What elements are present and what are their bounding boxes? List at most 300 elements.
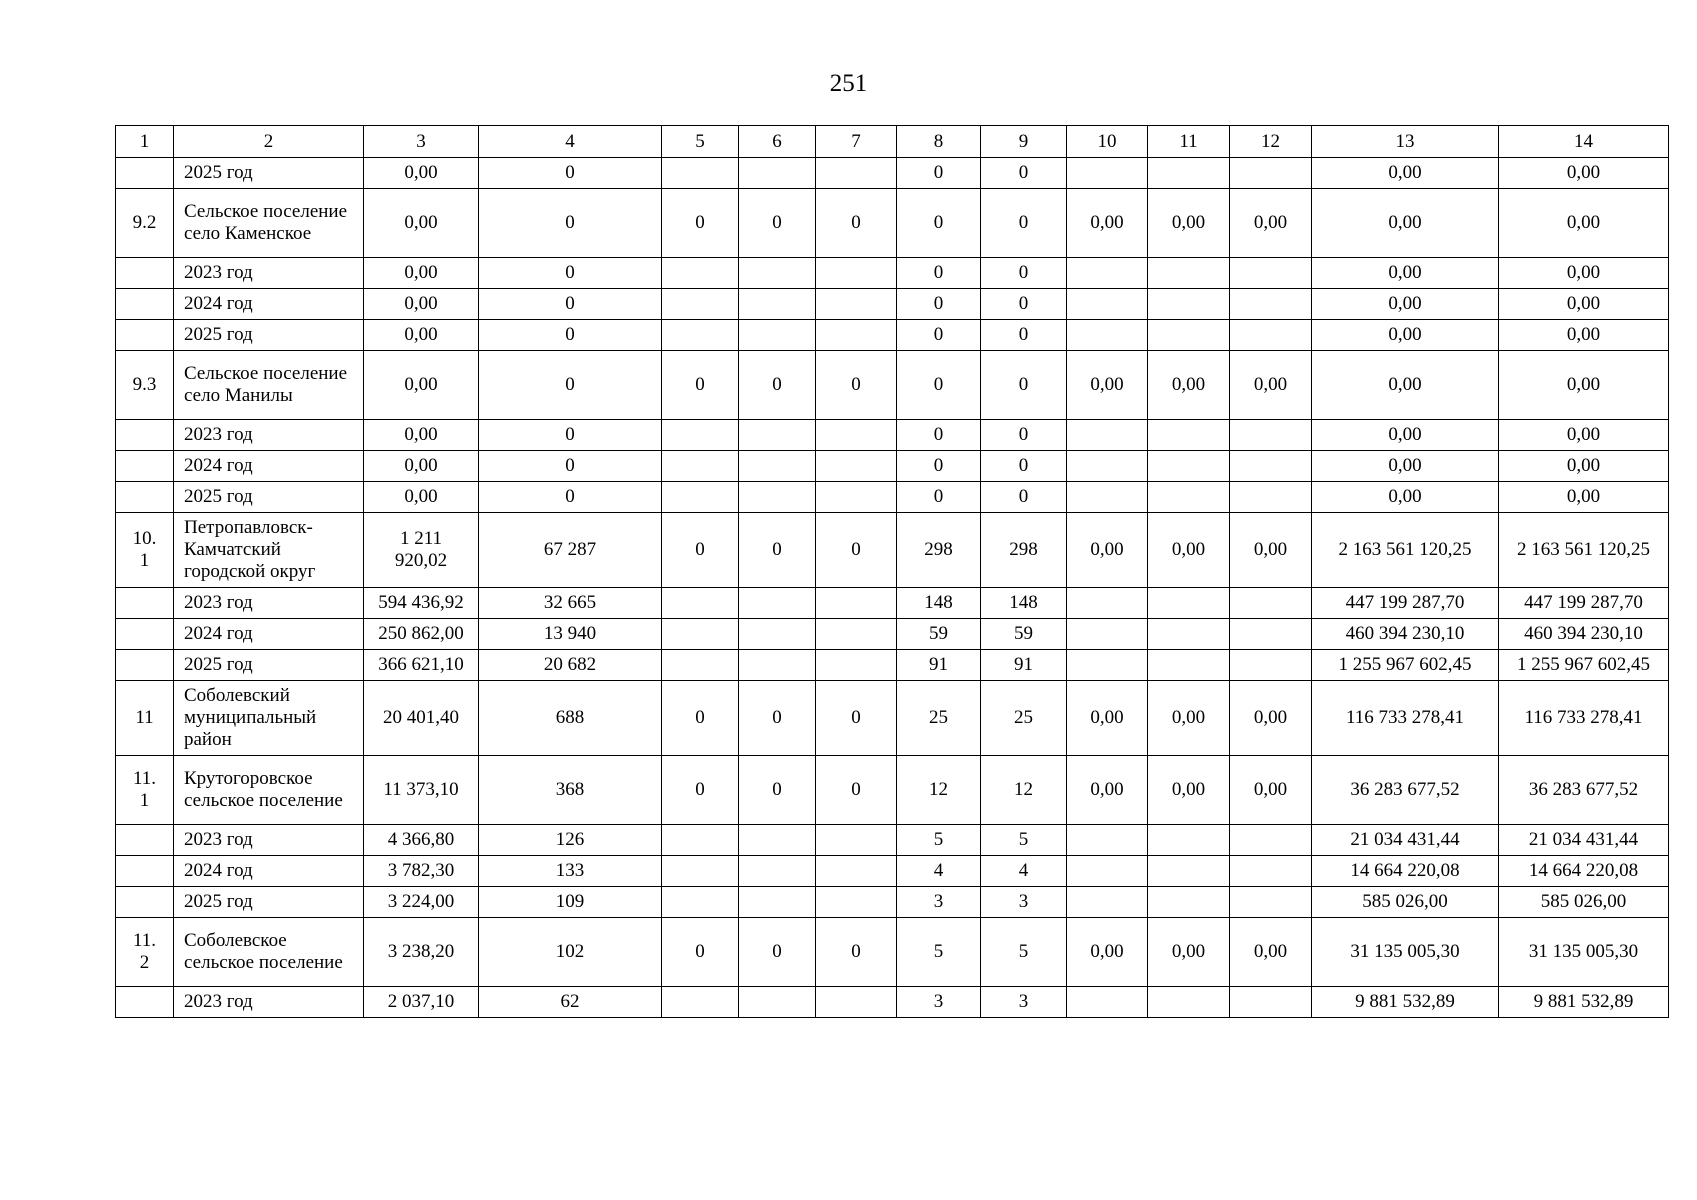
table-cell: 0	[897, 451, 981, 482]
table-cell: 12	[897, 756, 981, 825]
table-cell: 0	[981, 351, 1067, 420]
table-cell: 0	[479, 482, 662, 513]
table-cell: 9 881 532,89	[1499, 987, 1669, 1018]
table-cell: 0	[897, 351, 981, 420]
table-cell: 0,00	[364, 158, 479, 189]
table-cell: 0	[662, 189, 739, 258]
table-cell	[739, 320, 816, 351]
table-cell: 0,00	[1067, 351, 1148, 420]
row-name-cell: 2023 год	[174, 420, 364, 451]
table-cell	[662, 987, 739, 1018]
table-cell	[1148, 650, 1230, 681]
table-row	[116, 756, 1669, 825]
table-cell: 13 940	[479, 619, 662, 650]
table-cell: 0,00	[364, 451, 479, 482]
table-cell: 0	[981, 420, 1067, 451]
table-cell	[1067, 987, 1148, 1018]
table-cell	[1067, 619, 1148, 650]
table-cell: 0	[897, 420, 981, 451]
column-header-9: 9	[981, 126, 1067, 158]
table-cell: 3	[897, 887, 981, 918]
row-number-cell	[116, 588, 174, 619]
table-cell	[816, 158, 897, 189]
table-cell: 0	[739, 351, 816, 420]
table-cell: 0,00	[1499, 158, 1669, 189]
table-cell	[739, 856, 816, 887]
table-cell: 5	[897, 918, 981, 987]
table-cell: 3 238,20	[364, 918, 479, 987]
table-cell: 3 782,30	[364, 856, 479, 887]
table-cell: 0,00	[1312, 320, 1499, 351]
table-cell: 36 283 677,52	[1312, 756, 1499, 825]
table-cell	[1148, 158, 1230, 189]
table-cell: 0	[479, 351, 662, 420]
table-cell: 67 287	[479, 513, 662, 588]
row-name-cell: 2023 год	[174, 987, 364, 1018]
table-cell: 0	[816, 513, 897, 588]
column-header-1: 1	[116, 126, 174, 158]
table-cell	[1230, 158, 1312, 189]
page-number: 251	[829, 70, 868, 97]
table-cell	[816, 887, 897, 918]
table-cell	[816, 420, 897, 451]
table-cell	[662, 588, 739, 619]
table-cell: 0,00	[1230, 681, 1312, 756]
table-cell: 0	[479, 420, 662, 451]
table-cell: 0,00	[364, 189, 479, 258]
table-cell	[739, 619, 816, 650]
table-cell	[662, 619, 739, 650]
table-cell: 5	[981, 825, 1067, 856]
table-row	[116, 451, 1669, 482]
table-cell: 0,00	[364, 320, 479, 351]
table-cell: 21 034 431,44	[1499, 825, 1669, 856]
table-cell: 0,00	[364, 289, 479, 320]
table-cell: 0	[479, 289, 662, 320]
table-cell: 3 224,00	[364, 887, 479, 918]
table-cell: 0,00	[1148, 681, 1230, 756]
table-cell: 0	[479, 189, 662, 258]
table-cell	[816, 451, 897, 482]
table-cell	[1230, 451, 1312, 482]
row-name-cell: Крутогоровское сельское поселение	[174, 756, 364, 825]
table-cell: 14 664 220,08	[1499, 856, 1669, 887]
table-row	[116, 158, 1669, 189]
table-cell: 0	[739, 756, 816, 825]
table-row	[116, 825, 1669, 856]
table-cell	[816, 856, 897, 887]
table-cell: 59	[897, 619, 981, 650]
column-header-13: 13	[1312, 126, 1499, 158]
column-header-11: 11	[1148, 126, 1230, 158]
table-cell: 31 135 005,30	[1499, 918, 1669, 987]
table-row	[116, 918, 1669, 987]
row-name-cell: Петропавловск-Камчатский городской округ	[174, 513, 364, 588]
table-cell: 0,00	[1148, 513, 1230, 588]
row-number-cell	[116, 258, 174, 289]
table-cell	[662, 451, 739, 482]
table-cell	[1067, 258, 1148, 289]
table-cell	[1148, 887, 1230, 918]
table-cell: 9 881 532,89	[1312, 987, 1499, 1018]
table-cell: 0	[897, 320, 981, 351]
table-cell: 2 163 561 120,25	[1312, 513, 1499, 588]
table-cell	[816, 289, 897, 320]
table-cell: 21 034 431,44	[1312, 825, 1499, 856]
table-cell	[1148, 451, 1230, 482]
table-cell: 2 037,10	[364, 987, 479, 1018]
row-name-cell: 2024 год	[174, 619, 364, 650]
table-cell: 0	[816, 918, 897, 987]
table-cell	[816, 650, 897, 681]
table-cell: 0,00	[1499, 482, 1669, 513]
table-cell: 0	[981, 258, 1067, 289]
table-cell: 0	[662, 513, 739, 588]
table-cell: 0	[816, 351, 897, 420]
table-cell	[739, 887, 816, 918]
row-name-cell: 2023 год	[174, 258, 364, 289]
table-cell: 688	[479, 681, 662, 756]
table-cell: 3	[981, 887, 1067, 918]
table-cell: 368	[479, 756, 662, 825]
table-cell	[1067, 320, 1148, 351]
row-name-cell: 2025 год	[174, 650, 364, 681]
table-cell	[816, 825, 897, 856]
table-cell: 0,00	[1148, 918, 1230, 987]
table-cell: 0,00	[1067, 756, 1148, 825]
table-cell	[1230, 825, 1312, 856]
table-cell: 0,00	[1312, 451, 1499, 482]
table-cell: 0	[739, 513, 816, 588]
row-name-cell: 2024 год	[174, 289, 364, 320]
table-cell: 25	[981, 681, 1067, 756]
row-number-cell	[116, 158, 174, 189]
table-cell	[1148, 482, 1230, 513]
table-cell	[662, 825, 739, 856]
table-cell: 148	[897, 588, 981, 619]
table-row	[116, 619, 1669, 650]
table-cell	[1230, 887, 1312, 918]
table-cell	[739, 258, 816, 289]
table-cell	[1067, 451, 1148, 482]
column-header-14: 14	[1499, 126, 1669, 158]
table-cell	[739, 158, 816, 189]
table-cell	[1148, 320, 1230, 351]
row-number-cell	[116, 619, 174, 650]
table-cell: 2 163 561 120,25	[1499, 513, 1669, 588]
table-cell	[1148, 588, 1230, 619]
table-cell: 0,00	[1067, 189, 1148, 258]
table-cell: 0	[897, 482, 981, 513]
table-cell: 3	[897, 987, 981, 1018]
table-cell: 0	[897, 289, 981, 320]
row-name-cell: Соболевское сельское поселение	[174, 918, 364, 987]
table-cell: 0,00	[1499, 189, 1669, 258]
row-name-cell: 2025 год	[174, 887, 364, 918]
table-cell: 0,00	[1230, 351, 1312, 420]
table-cell: 0	[739, 189, 816, 258]
table-cell: 12	[981, 756, 1067, 825]
table-row	[116, 887, 1669, 918]
row-name-cell: 2024 год	[174, 856, 364, 887]
table-cell	[739, 987, 816, 1018]
row-number-cell	[116, 887, 174, 918]
row-name-cell: Сельское поселение село Манилы	[174, 351, 364, 420]
table-row	[116, 189, 1669, 258]
table-cell	[662, 289, 739, 320]
table-cell	[1148, 258, 1230, 289]
table-cell: 1 211 920,02	[364, 513, 479, 588]
table-cell: 0	[662, 756, 739, 825]
table-cell	[1148, 987, 1230, 1018]
row-name-cell: 2025 год	[174, 320, 364, 351]
table-cell	[816, 588, 897, 619]
table-cell: 0,00	[1499, 289, 1669, 320]
table-cell: 0,00	[1499, 420, 1669, 451]
column-header-2: 2	[174, 126, 364, 158]
row-number-cell: 10. 1	[116, 513, 174, 588]
table-cell: 4	[981, 856, 1067, 887]
table-cell	[1230, 258, 1312, 289]
table-cell: 126	[479, 825, 662, 856]
table-cell: 0,00	[1067, 918, 1148, 987]
table-cell: 0	[897, 158, 981, 189]
table-cell: 460 394 230,10	[1499, 619, 1669, 650]
row-number-cell: 9.2	[116, 189, 174, 258]
table-cell	[1230, 650, 1312, 681]
table-cell	[739, 650, 816, 681]
table-cell: 0,00	[1312, 189, 1499, 258]
table-cell: 0	[981, 482, 1067, 513]
row-number-cell	[116, 289, 174, 320]
header-row	[116, 126, 1669, 158]
table-cell: 0,00	[364, 258, 479, 289]
table-cell: 0	[981, 289, 1067, 320]
table-cell: 0	[739, 918, 816, 987]
table-row	[116, 513, 1669, 588]
table-cell: 109	[479, 887, 662, 918]
table-cell: 0,00	[1312, 482, 1499, 513]
table-cell: 5	[981, 918, 1067, 987]
table-row	[116, 681, 1669, 756]
table-cell	[662, 856, 739, 887]
table-cell: 0,00	[1067, 513, 1148, 588]
table-cell	[1148, 856, 1230, 887]
table-cell: 4	[897, 856, 981, 887]
column-header-8: 8	[897, 126, 981, 158]
row-number-cell	[116, 320, 174, 351]
table-cell: 0,00	[1230, 918, 1312, 987]
table-cell	[1230, 588, 1312, 619]
row-name-cell: 2024 год	[174, 451, 364, 482]
table-cell	[739, 588, 816, 619]
row-name-cell: 2023 год	[174, 825, 364, 856]
table-cell: 0	[897, 258, 981, 289]
table-cell	[739, 825, 816, 856]
row-number-cell: 11	[116, 681, 174, 756]
row-name-cell: 2023 год	[174, 588, 364, 619]
table-cell: 0	[897, 189, 981, 258]
table-row	[116, 482, 1669, 513]
table-cell: 594 436,92	[364, 588, 479, 619]
row-number-cell	[116, 420, 174, 451]
table-cell	[1230, 482, 1312, 513]
table-cell: 0	[479, 320, 662, 351]
table-cell	[739, 420, 816, 451]
table-cell	[1148, 825, 1230, 856]
table-cell: 0	[739, 681, 816, 756]
table-cell: 0,00	[1312, 258, 1499, 289]
table-cell: 102	[479, 918, 662, 987]
table-cell	[1067, 825, 1148, 856]
table-cell: 298	[981, 513, 1067, 588]
table-cell: 20 401,40	[364, 681, 479, 756]
table-row	[116, 987, 1669, 1018]
table-cell	[1148, 420, 1230, 451]
table-cell	[739, 482, 816, 513]
row-number-cell: 11. 2	[116, 918, 174, 987]
table-cell: 0,00	[1230, 189, 1312, 258]
table-cell: 366 621,10	[364, 650, 479, 681]
table-cell	[1067, 289, 1148, 320]
row-number-cell	[116, 650, 174, 681]
table-cell: 460 394 230,10	[1312, 619, 1499, 650]
table-cell: 0,00	[1230, 513, 1312, 588]
table-row	[116, 588, 1669, 619]
table-cell: 0,00	[1148, 351, 1230, 420]
column-header-5: 5	[662, 126, 739, 158]
table-cell	[662, 420, 739, 451]
table-cell: 447 199 287,70	[1312, 588, 1499, 619]
table-cell: 0,00	[1312, 420, 1499, 451]
table-cell: 25	[897, 681, 981, 756]
row-number-cell	[116, 987, 174, 1018]
table-cell	[662, 482, 739, 513]
row-number-cell	[116, 825, 174, 856]
table-cell: 14 664 220,08	[1312, 856, 1499, 887]
table-cell	[1230, 420, 1312, 451]
table-cell	[1067, 887, 1148, 918]
table-cell: 0,00	[1499, 258, 1669, 289]
table-cell	[739, 289, 816, 320]
table-cell: 31 135 005,30	[1312, 918, 1499, 987]
table-row	[116, 856, 1669, 887]
table-cell: 0,00	[364, 420, 479, 451]
table-cell: 5	[897, 825, 981, 856]
table-cell: 0,00	[1499, 320, 1669, 351]
table-cell: 0	[981, 158, 1067, 189]
table-cell: 59	[981, 619, 1067, 650]
table-cell: 0	[662, 918, 739, 987]
column-header-7: 7	[816, 126, 897, 158]
table-cell	[1067, 650, 1148, 681]
table-cell: 0	[981, 451, 1067, 482]
table-cell: 1 255 967 602,45	[1499, 650, 1669, 681]
table-cell: 0	[816, 189, 897, 258]
table-row	[116, 351, 1669, 420]
table-cell: 0,00	[1499, 351, 1669, 420]
table-cell	[662, 258, 739, 289]
table-cell: 20 682	[479, 650, 662, 681]
table-cell: 0	[981, 320, 1067, 351]
table-cell	[1067, 588, 1148, 619]
table-cell	[1148, 289, 1230, 320]
table-cell	[1230, 320, 1312, 351]
table-cell: 0,00	[1067, 681, 1148, 756]
table-cell: 0	[479, 258, 662, 289]
table-cell: 0	[479, 158, 662, 189]
data-table	[115, 125, 1669, 1018]
table-cell	[1230, 289, 1312, 320]
table-cell: 0,00	[1499, 451, 1669, 482]
table-cell: 298	[897, 513, 981, 588]
column-header-3: 3	[364, 126, 479, 158]
table-cell: 116 733 278,41	[1499, 681, 1669, 756]
table-cell: 91	[981, 650, 1067, 681]
column-header-4: 4	[479, 126, 662, 158]
table-cell: 0,00	[364, 482, 479, 513]
table-cell: 0	[662, 351, 739, 420]
table-cell: 0	[662, 681, 739, 756]
table-cell: 62	[479, 987, 662, 1018]
table-cell	[1230, 987, 1312, 1018]
table-cell: 11 373,10	[364, 756, 479, 825]
row-number-cell: 11. 1	[116, 756, 174, 825]
table-cell: 148	[981, 588, 1067, 619]
table-row	[116, 650, 1669, 681]
table-cell: 447 199 287,70	[1499, 588, 1669, 619]
table-cell: 0,00	[1312, 289, 1499, 320]
table-cell	[816, 987, 897, 1018]
table-cell: 585 026,00	[1312, 887, 1499, 918]
table-cell	[662, 887, 739, 918]
table-cell: 91	[897, 650, 981, 681]
column-header-10: 10	[1067, 126, 1148, 158]
table-cell: 133	[479, 856, 662, 887]
table-cell: 0,00	[1148, 756, 1230, 825]
row-number-cell	[116, 856, 174, 887]
row-name-cell: Соболевский муниципальный район	[174, 681, 364, 756]
table-cell: 0,00	[364, 351, 479, 420]
row-number-cell: 9.3	[116, 351, 174, 420]
row-number-cell	[116, 451, 174, 482]
row-name-cell: 2025 год	[174, 158, 364, 189]
row-name-cell: Сельское поселение село Каменское	[174, 189, 364, 258]
table-cell	[816, 258, 897, 289]
column-header-12: 12	[1230, 126, 1312, 158]
row-name-cell: 2025 год	[174, 482, 364, 513]
column-header-6: 6	[739, 126, 816, 158]
table-cell	[1067, 420, 1148, 451]
table-cell	[662, 158, 739, 189]
table-cell	[816, 482, 897, 513]
table-cell	[1148, 619, 1230, 650]
table-cell: 0,00	[1312, 351, 1499, 420]
table-cell: 585 026,00	[1499, 887, 1669, 918]
table-cell	[662, 650, 739, 681]
table-cell: 36 283 677,52	[1499, 756, 1669, 825]
table-cell: 116 733 278,41	[1312, 681, 1499, 756]
table-cell	[816, 320, 897, 351]
table-cell: 0,00	[1148, 189, 1230, 258]
table-row	[116, 258, 1669, 289]
table-row	[116, 420, 1669, 451]
table-cell: 4 366,80	[364, 825, 479, 856]
table-cell	[739, 451, 816, 482]
table-cell	[662, 320, 739, 351]
row-number-cell	[116, 482, 174, 513]
table-cell: 1 255 967 602,45	[1312, 650, 1499, 681]
